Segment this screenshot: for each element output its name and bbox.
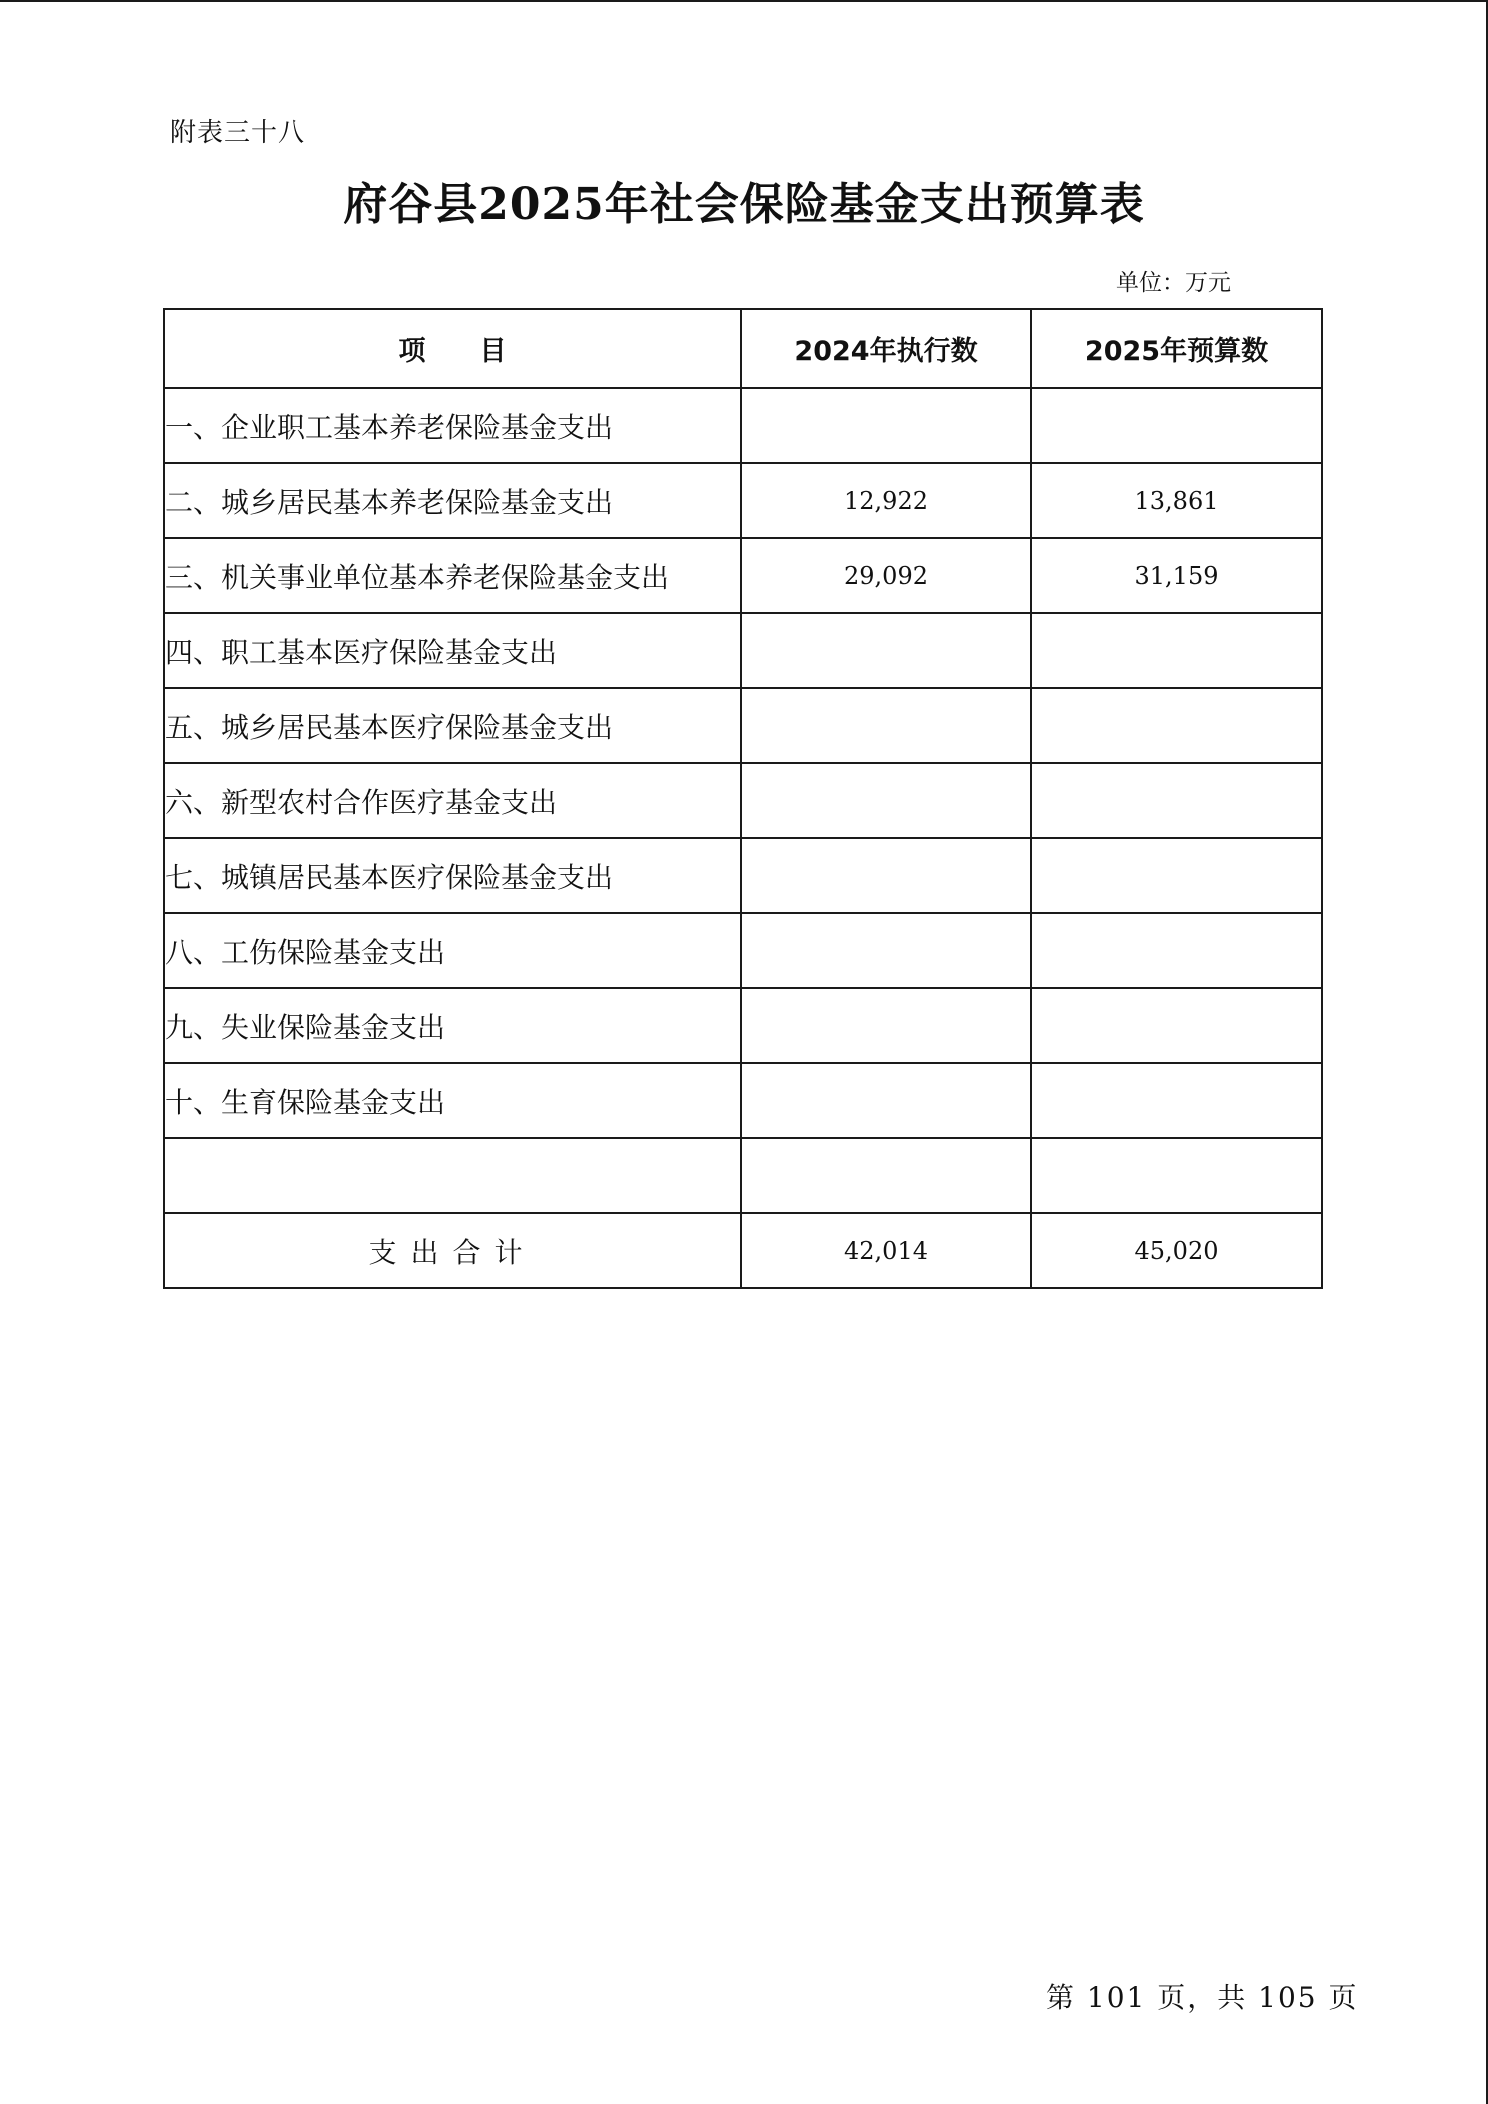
table-row: [164, 538, 1322, 613]
row-2024-value: [741, 913, 1031, 988]
table-header-row: [164, 309, 1322, 388]
row-2024-value: [741, 388, 1031, 463]
row-item-label: 四、职工基本医疗保险基金支出: [164, 613, 741, 688]
table-row: [164, 838, 1322, 913]
row-2024-value: [741, 763, 1031, 838]
table-row: [164, 1063, 1322, 1138]
row-item-label: 九、失业保险基金支出: [164, 988, 741, 1063]
row-item-label: 五、城乡居民基本医疗保险基金支出: [164, 688, 741, 763]
row-2025-value: [1031, 1138, 1322, 1213]
row-2024-value: [741, 613, 1031, 688]
row-item-label: [164, 1138, 741, 1213]
row-2025-value: [1031, 1063, 1322, 1138]
table-row: [164, 463, 1322, 538]
header-2024-actual: 2024年执行数: [741, 309, 1031, 388]
total-2024-value: 42,014: [741, 1213, 1031, 1288]
row-2025-value: [1031, 988, 1322, 1063]
table-total-row: [164, 1213, 1322, 1288]
table-row: [164, 613, 1322, 688]
table-row-empty: [164, 1138, 1322, 1213]
appendix-label: 附表三十八: [170, 118, 306, 148]
unit-label: 单位：万元: [1116, 270, 1231, 296]
row-2024-value: [741, 988, 1031, 1063]
page-number-footer: 第 101 页，共 105 页: [1046, 1981, 1359, 2014]
row-2025-value: [1031, 763, 1322, 838]
row-2024-value: 12,922: [741, 463, 1031, 538]
total-2025-value: 45,020: [1031, 1213, 1322, 1288]
row-2025-value: [1031, 688, 1322, 763]
row-2024-value: [741, 1138, 1031, 1213]
row-2024-value: [741, 688, 1031, 763]
table-row: [164, 763, 1322, 838]
row-item-label: 十、生育保险基金支出: [164, 1063, 741, 1138]
table-row: [164, 688, 1322, 763]
row-2024-value: 29,092: [741, 538, 1031, 613]
row-2025-value: 13,861: [1031, 463, 1322, 538]
row-2025-value: [1031, 838, 1322, 913]
page-top-border: [0, 0, 1488, 2]
row-2024-value: [741, 838, 1031, 913]
header-2025-budget: 2025年预算数: [1031, 309, 1322, 388]
row-item-label: 三、机关事业单位基本养老保险基金支出: [164, 538, 741, 613]
row-2025-value: [1031, 613, 1322, 688]
row-item-label: 六、新型农村合作医疗基金支出: [164, 763, 741, 838]
row-2025-value: [1031, 388, 1322, 463]
row-2024-value: [741, 1063, 1031, 1138]
row-item-label: 七、城镇居民基本医疗保险基金支出: [164, 838, 741, 913]
row-item-label: 一、企业职工基本养老保险基金支出: [164, 388, 741, 463]
budget-table: [163, 308, 1323, 1289]
total-label: 支出合计: [164, 1213, 741, 1288]
table-row: [164, 388, 1322, 463]
row-2025-value: [1031, 913, 1322, 988]
row-item-label: 八、工伤保险基金支出: [164, 913, 741, 988]
page-title: 府谷县2025年社会保险基金支出预算表: [343, 179, 1145, 230]
row-2025-value: 31,159: [1031, 538, 1322, 613]
header-item: 项 目: [164, 309, 741, 388]
table-row: [164, 988, 1322, 1063]
row-item-label: 二、城乡居民基本养老保险基金支出: [164, 463, 741, 538]
table-row: [164, 913, 1322, 988]
